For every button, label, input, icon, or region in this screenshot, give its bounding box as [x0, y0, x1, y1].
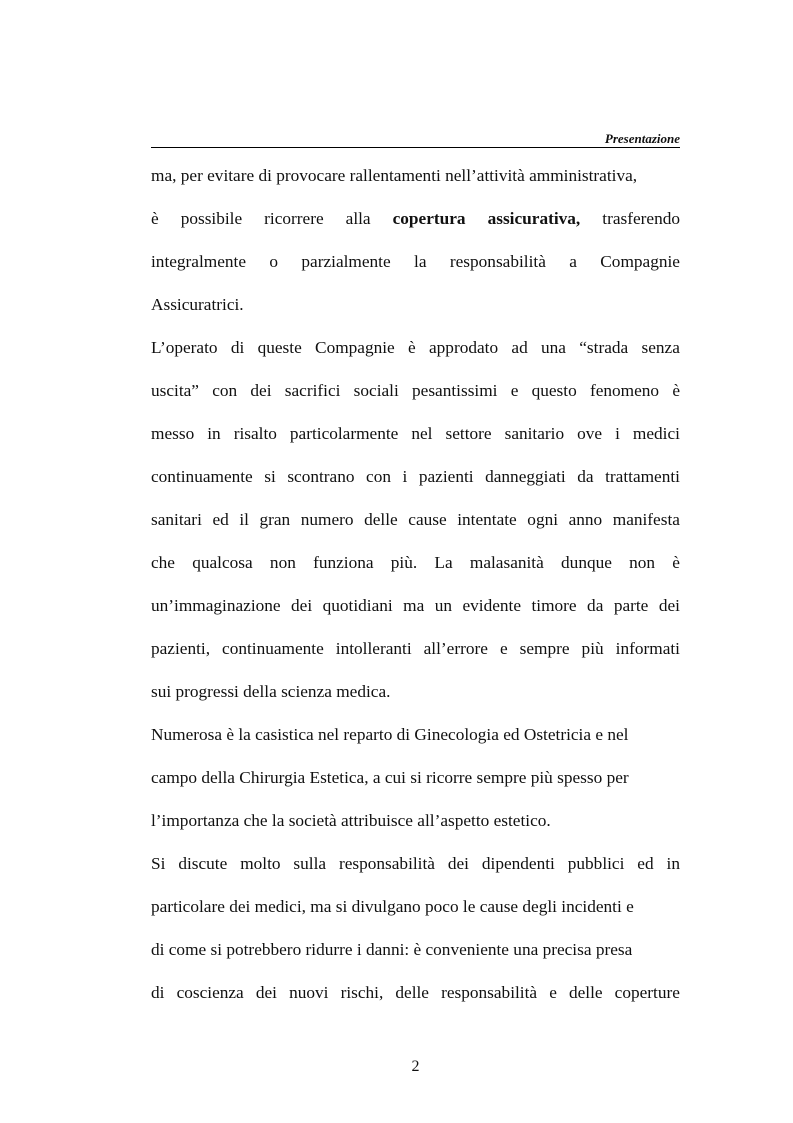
- word: in: [207, 424, 221, 443]
- word: uscita”: [151, 381, 199, 400]
- word: non: [629, 553, 656, 572]
- word: medici: [632, 424, 680, 443]
- word: pubblici: [567, 854, 625, 873]
- word: danneggiati: [485, 467, 566, 486]
- word: pesantissimi: [412, 381, 498, 400]
- text-line: Numerosa è la casistica nel reparto di Ginecologia ed Ostetricia e nel: [151, 725, 629, 744]
- text-line: [151, 455, 680, 498]
- word: e: [510, 381, 519, 400]
- word: continuamente: [151, 467, 253, 486]
- text-line: Assicuratrici.: [151, 295, 244, 314]
- word: coperture: [614, 983, 680, 1002]
- word: approdato: [429, 338, 499, 357]
- word: funziona: [313, 553, 374, 572]
- word: parzialmente: [301, 252, 391, 271]
- text-line: [151, 971, 680, 1014]
- word: timore: [531, 596, 577, 615]
- word: sanitari: [151, 510, 202, 529]
- word: ma: [403, 596, 425, 615]
- word: queste: [257, 338, 302, 357]
- word: discute: [178, 854, 228, 873]
- word: di: [151, 983, 165, 1002]
- running-title: Presentazione: [604, 131, 680, 146]
- word: e: [499, 639, 508, 658]
- word: e: [549, 983, 557, 1002]
- word: non: [269, 553, 296, 572]
- bold-term-copertura: copertura: [392, 209, 466, 228]
- word: integralmente: [151, 252, 247, 271]
- word: scontrano: [287, 467, 355, 486]
- word: risalto: [233, 424, 277, 443]
- word: Si: [151, 854, 166, 873]
- word: ove: [577, 424, 603, 443]
- word: messo: [151, 424, 195, 443]
- word: sulla: [293, 854, 327, 873]
- word: che: [151, 553, 175, 572]
- word: trattamenti: [605, 467, 680, 486]
- word: trasferendo: [602, 209, 680, 228]
- text-line: di come si potrebbero ridurre i danni: è conveniente una precisa presa: [151, 940, 633, 959]
- word: numero: [300, 510, 354, 529]
- text-line: [151, 842, 680, 885]
- text-line: [151, 584, 680, 627]
- word: a: [569, 252, 577, 271]
- word: intolleranti: [335, 639, 412, 658]
- word: è: [408, 338, 416, 357]
- word: Compagnie: [600, 252, 680, 271]
- word: sempre: [519, 639, 570, 658]
- text-line: [151, 412, 680, 455]
- text-line: [151, 627, 680, 670]
- word: continuamente: [222, 639, 324, 658]
- word: dei: [255, 983, 277, 1002]
- text-line: ma, per evitare di provocare rallentamenti nell’attività amministrativa,: [151, 166, 638, 185]
- word: da: [577, 467, 594, 486]
- word: coscienza: [176, 983, 244, 1002]
- word: nuovi: [289, 983, 329, 1002]
- word: manifesta: [612, 510, 680, 529]
- word: una: [541, 338, 566, 357]
- word: è: [672, 381, 680, 400]
- word: dunque: [561, 553, 612, 572]
- text-line: [151, 541, 680, 584]
- word: dei: [291, 596, 313, 615]
- word: ad: [511, 338, 528, 357]
- word: sociali: [353, 381, 399, 400]
- word: di: [230, 338, 245, 357]
- word: Compagnie: [315, 338, 395, 357]
- text-line: [151, 326, 680, 369]
- word: fenomeno: [589, 381, 660, 400]
- word: in: [666, 854, 680, 873]
- word: delle: [395, 983, 429, 1002]
- word: è: [672, 553, 680, 572]
- text-line: sui progressi della scienza medica.: [151, 682, 391, 701]
- word: anno: [568, 510, 603, 529]
- body-text: [151, 154, 680, 1014]
- word: ed: [212, 510, 229, 529]
- word: con: [212, 381, 238, 400]
- word: possibile: [180, 209, 243, 228]
- word: molto: [240, 854, 281, 873]
- text-line: [151, 369, 680, 412]
- word: ogni: [527, 510, 559, 529]
- word: all’errore: [423, 639, 488, 658]
- word: più.: [390, 553, 418, 572]
- word: la: [414, 252, 427, 271]
- word: da: [587, 596, 604, 615]
- word: sanitario: [504, 424, 565, 443]
- word: nel: [411, 424, 433, 443]
- word: alla: [345, 209, 371, 228]
- word: sacrifici: [284, 381, 341, 400]
- text-line: [151, 197, 680, 240]
- word: “strada: [579, 338, 629, 357]
- word: i: [402, 467, 408, 486]
- page-number: 2: [411, 1058, 420, 1075]
- bold-term-assicurativa: assicurativa,: [487, 209, 581, 228]
- text-line: campo della Chirurgia Estetica, a cui si ricorre sempre più spesso per: [151, 768, 629, 787]
- word: dei: [447, 854, 469, 873]
- word: qualcosa: [192, 553, 253, 572]
- text-line: [151, 498, 680, 541]
- word: senza: [641, 338, 680, 357]
- word: responsabilità: [338, 854, 435, 873]
- word: informati: [615, 639, 680, 658]
- word: ed: [637, 854, 654, 873]
- word: con: [366, 467, 391, 486]
- text-line: [151, 240, 680, 283]
- word: cause: [408, 510, 447, 529]
- word: è: [151, 209, 159, 228]
- word: pazienti: [418, 467, 474, 486]
- text-line: particolare dei medici, ma si divulgano poco le cause degli incidenti e: [151, 897, 634, 916]
- word: malasanità: [469, 553, 544, 572]
- word: un’immaginazione: [151, 596, 281, 615]
- word: gran: [259, 510, 291, 529]
- word: ricorrere: [264, 209, 324, 228]
- word: parte: [613, 596, 649, 615]
- text-line: l’importanza che la società attribuisce all’aspetto estetico.: [151, 811, 551, 830]
- word: un: [434, 596, 453, 615]
- word: intentate: [457, 510, 517, 529]
- word: L’operato: [151, 338, 218, 357]
- word: settore: [445, 424, 492, 443]
- word: evidente: [462, 596, 522, 615]
- word: o: [269, 252, 279, 271]
- word: particolarmente: [289, 424, 399, 443]
- word: questo: [531, 381, 577, 400]
- word: La: [434, 553, 453, 572]
- word: pazienti,: [151, 639, 211, 658]
- word: dipendenti: [481, 854, 555, 873]
- word: responsabilità: [449, 252, 546, 271]
- running-header: [151, 131, 680, 148]
- word: delle: [568, 983, 603, 1002]
- word: dei: [658, 596, 680, 615]
- word: i: [615, 424, 620, 443]
- word: rischi,: [340, 983, 384, 1002]
- word: più: [581, 639, 604, 658]
- word: delle: [364, 510, 398, 529]
- word: responsabilità: [441, 983, 538, 1002]
- word: dei: [250, 381, 272, 400]
- word: il: [239, 510, 249, 529]
- word: si: [264, 467, 276, 486]
- word: quotidiani: [322, 596, 393, 615]
